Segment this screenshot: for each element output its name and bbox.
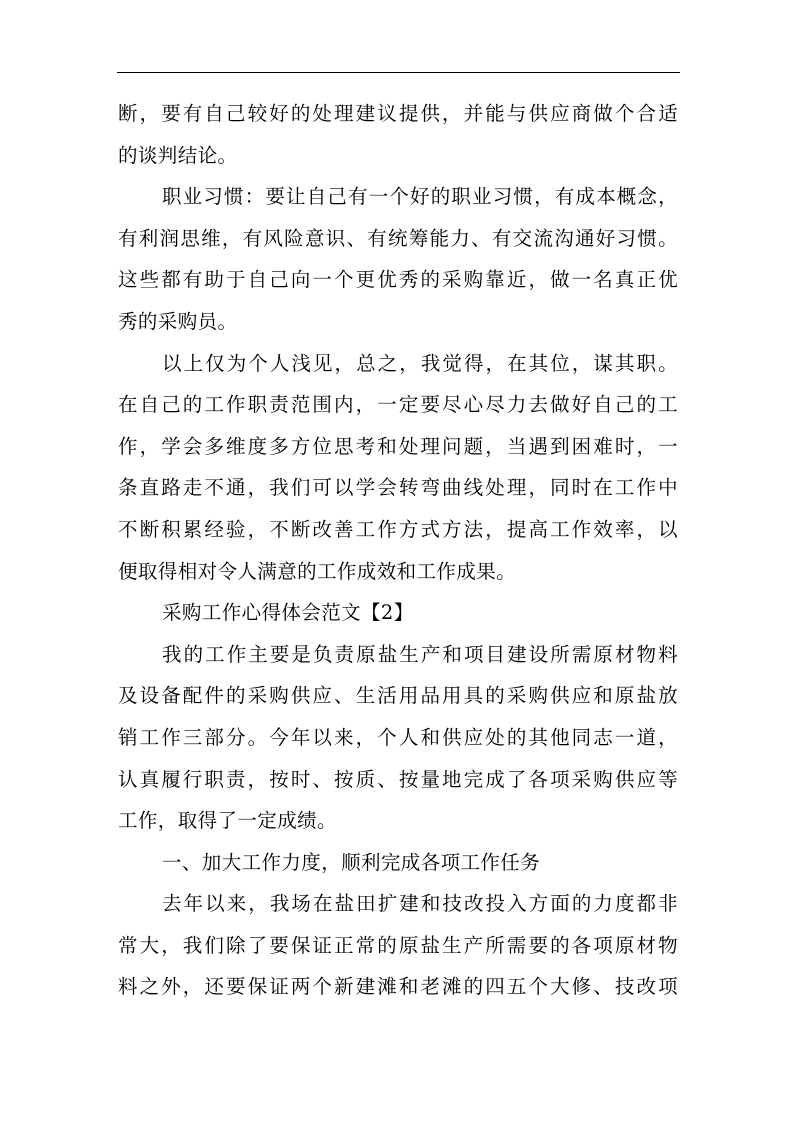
subsection-heading: 一、加大工作力度，顺利完成各项工作任务 (162, 850, 541, 874)
text-line: 秀的采购员。 (118, 309, 238, 333)
text-line: 条直路走不通，我们可以学会转弯曲线处理，同时在工作中 (118, 476, 678, 500)
text-line: 作，学会多维度多方位思考和处理问题，当遇到困难时，一 (118, 434, 678, 458)
text-line: 便取得相对令人满意的工作成效和工作成果。 (118, 559, 517, 583)
text-line: 料之外，还要保证两个新建滩和老滩的四五个大修、技改项 (118, 975, 678, 999)
header-rule (117, 72, 680, 73)
text-line: 工作，取得了一定成绩。 (118, 809, 337, 833)
paragraph-first-line: 我的工作主要是负责原盐生产和项目建设所需原材物料 (162, 642, 678, 666)
text-line: 常大，我们除了要保证正常的原盐生产所需要的各项原材物 (118, 933, 678, 957)
text-line: 及设备配件的采购供应、生活用品用具的采购供应和原盐放 (118, 684, 678, 708)
text-line: 不断积累经验，不断改善工作方式方法，提高工作效率，以 (118, 517, 678, 541)
section-heading: 采购工作心得体会范文【2】 (162, 601, 414, 625)
text-line: 断，要有自己较好的处理建议提供，并能与供应商做个合适 (118, 102, 678, 125)
text-line: 的谈判结论。 (118, 143, 238, 167)
document-body (118, 93, 678, 1008)
text-line: 这些都有助于自己向一个更优秀的采购靠近，做一名真正优 (118, 268, 678, 292)
text-line: 有利润思维，有风险意识、有统筹能力、有交流沟通好习惯。 (118, 226, 678, 250)
text-line: 认真履行职责，按时、按质、按量地完成了各项采购供应等 (118, 767, 678, 791)
text-line: 销工作三部分。今年以来，个人和供应处的其他同志一道， (118, 725, 678, 749)
paragraph-first-line: 职业习惯：要让自己有一个好的职业习惯，有成本概念， (162, 185, 678, 209)
paragraph-first-line: 以上仅为个人浅见，总之，我觉得，在其位，谋其职。 (162, 351, 678, 375)
text-line: 在自己的工作职责范围内，一定要尽心尽力去做好自己的工 (118, 393, 678, 417)
paragraph-first-line: 去年以来，我场在盐田扩建和技改投入方面的力度都非 (162, 892, 678, 916)
